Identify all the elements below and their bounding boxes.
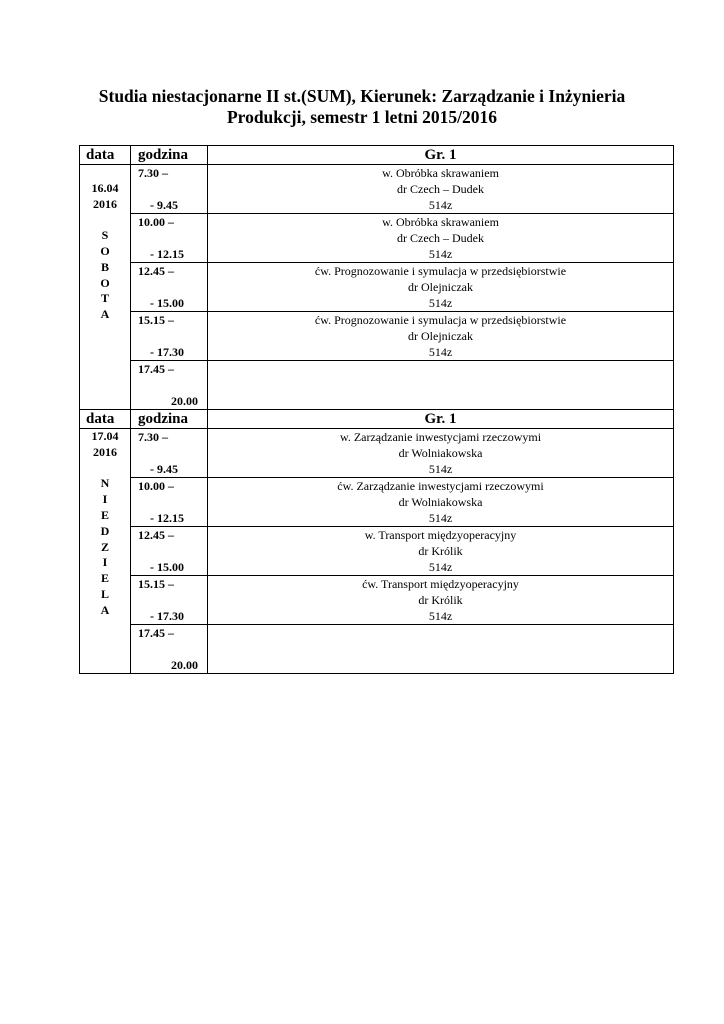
- class-room: 514z: [428, 511, 453, 525]
- class-cell: [208, 527, 674, 576]
- class-cell: [208, 478, 674, 527]
- class-subject: [208, 361, 673, 377]
- table-row: [80, 625, 674, 674]
- time-cell: [131, 478, 208, 527]
- class-subject: w. Obróbka skrawaniem: [382, 166, 499, 180]
- time-end: - 9.45: [150, 198, 178, 212]
- day-date-cell: [80, 429, 131, 674]
- time-end: 20.00: [171, 394, 198, 408]
- class-cell: [208, 312, 674, 361]
- class-cell: [208, 361, 674, 410]
- date-line: 17.04: [91, 429, 119, 443]
- date-line: S: [101, 228, 109, 243]
- time-cell: [131, 165, 208, 214]
- time-cell: [131, 263, 208, 312]
- time-cell: [131, 214, 208, 263]
- date-line: D: [100, 523, 110, 538]
- date-line: A: [100, 602, 110, 617]
- table-row: [80, 527, 674, 576]
- date-line: E: [100, 507, 109, 522]
- date-line: [80, 212, 130, 228]
- table-row: [80, 576, 674, 625]
- class-subject: w. Zarządzanie inwestycjami rzeczowymi: [339, 430, 542, 444]
- class-cell: [208, 214, 674, 263]
- class-room: 514z: [428, 247, 453, 261]
- time-start: 15.15 –: [138, 313, 174, 327]
- column-header-time: godzina: [131, 410, 208, 429]
- class-room: 514z: [428, 198, 453, 212]
- table-row: [80, 263, 674, 312]
- date-line: L: [100, 586, 109, 601]
- class-teacher: dr Olejniczak: [408, 280, 473, 294]
- date-line: O: [100, 243, 110, 258]
- date-line: I: [102, 555, 108, 570]
- class-teacher: dr Wolniakowska: [398, 495, 483, 509]
- day-date-cell: [80, 165, 131, 410]
- date-line: T: [100, 291, 109, 306]
- class-subject: [208, 625, 673, 641]
- time-end: - 17.30: [150, 609, 184, 623]
- class-room: 514z: [428, 560, 453, 574]
- class-subject: ćw. Zarządzanie inwestycjami rzeczowymi: [337, 479, 544, 493]
- time-end: 20.00: [171, 658, 198, 672]
- time-end: - 15.00: [150, 296, 184, 310]
- class-room: [208, 393, 673, 409]
- table-row: [80, 312, 674, 361]
- time-end: - 12.15: [150, 247, 184, 261]
- date-line: [80, 165, 130, 181]
- class-cell: [208, 625, 674, 674]
- time-start: 15.15 –: [138, 577, 174, 591]
- class-room: [208, 657, 673, 673]
- class-subject: w. Transport międzyoperacyjny: [364, 528, 517, 542]
- time-cell: [131, 429, 208, 478]
- date-line: A: [100, 307, 110, 322]
- class-room: 514z: [428, 296, 453, 310]
- class-teacher: dr Królik: [418, 593, 463, 607]
- class-subject: ćw. Transport międzyoperacyjny: [362, 577, 519, 591]
- column-header-date: data: [80, 410, 131, 429]
- time-start: 17.45 –: [138, 362, 174, 376]
- class-cell: [208, 263, 674, 312]
- class-subject: ćw. Prognozowanie i symulacja w przedsiębiorstwie: [314, 313, 567, 327]
- date-line: I: [102, 492, 108, 507]
- table-row: [80, 165, 674, 214]
- title-line-1: Studia niestacjonarne II st.(SUM), Kierunek: Zarządzanie i Inżynieria: [98, 86, 626, 106]
- column-header-group: Gr. 1: [208, 146, 674, 165]
- class-cell: [208, 165, 674, 214]
- date-line: E: [100, 571, 109, 586]
- date-line: 2016: [93, 196, 117, 211]
- class-teacher: [208, 377, 673, 393]
- class-teacher: dr Wolniakowska: [398, 446, 483, 460]
- time-start: 12.45 –: [138, 528, 174, 542]
- time-cell: [131, 576, 208, 625]
- class-teacher: dr Czech – Dudek: [397, 231, 484, 245]
- date-line: 2016: [93, 444, 117, 459]
- class-room: 514z: [428, 462, 453, 476]
- table-header-row: [80, 410, 674, 429]
- title-line-2: Produkcji, semestr 1 letni 2015/2016: [226, 107, 498, 127]
- table-row: [80, 214, 674, 263]
- class-cell: [208, 576, 674, 625]
- date-line: N: [100, 476, 110, 491]
- table-row: [80, 478, 674, 527]
- time-start: 12.45 –: [138, 264, 174, 278]
- class-room: 514z: [428, 345, 453, 359]
- class-room: 514z: [428, 609, 453, 623]
- date-line: [80, 461, 130, 477]
- time-end: - 15.00: [150, 560, 184, 574]
- class-subject: w. Obróbka skrawaniem: [382, 215, 499, 229]
- schedule-body: [80, 146, 674, 674]
- column-header-time: godzina: [131, 146, 208, 165]
- class-teacher: dr Olejniczak: [408, 329, 473, 343]
- column-header-group: Gr. 1: [208, 410, 674, 429]
- class-teacher: [208, 641, 673, 657]
- time-end: - 17.30: [150, 345, 184, 359]
- time-start: 17.45 –: [138, 626, 174, 640]
- time-cell: [131, 527, 208, 576]
- class-teacher: dr Czech – Dudek: [397, 182, 484, 196]
- time-end: - 12.15: [150, 511, 184, 525]
- date-line: O: [100, 275, 110, 290]
- date-line: B: [100, 259, 109, 274]
- column-header-date: data: [80, 146, 131, 165]
- time-cell: [131, 361, 208, 410]
- table-row: [80, 361, 674, 410]
- class-subject: ćw. Prognozowanie i symulacja w przedsiębiorstwie: [314, 264, 567, 278]
- time-start: 10.00 –: [138, 215, 174, 229]
- time-cell: [131, 625, 208, 674]
- date-line: 16.04: [91, 180, 119, 195]
- date-line: Z: [100, 539, 109, 554]
- time-start: 7.30 –: [138, 430, 168, 444]
- page-title: [0, 86, 724, 128]
- time-start: 7.30 –: [138, 166, 168, 180]
- time-end: - 9.45: [150, 462, 178, 476]
- class-teacher: dr Królik: [418, 544, 463, 558]
- class-cell: [208, 429, 674, 478]
- schedule-table: [79, 145, 674, 674]
- time-start: 10.00 –: [138, 479, 174, 493]
- time-cell: [131, 312, 208, 361]
- table-header-row: [80, 146, 674, 165]
- table-row: [80, 429, 674, 478]
